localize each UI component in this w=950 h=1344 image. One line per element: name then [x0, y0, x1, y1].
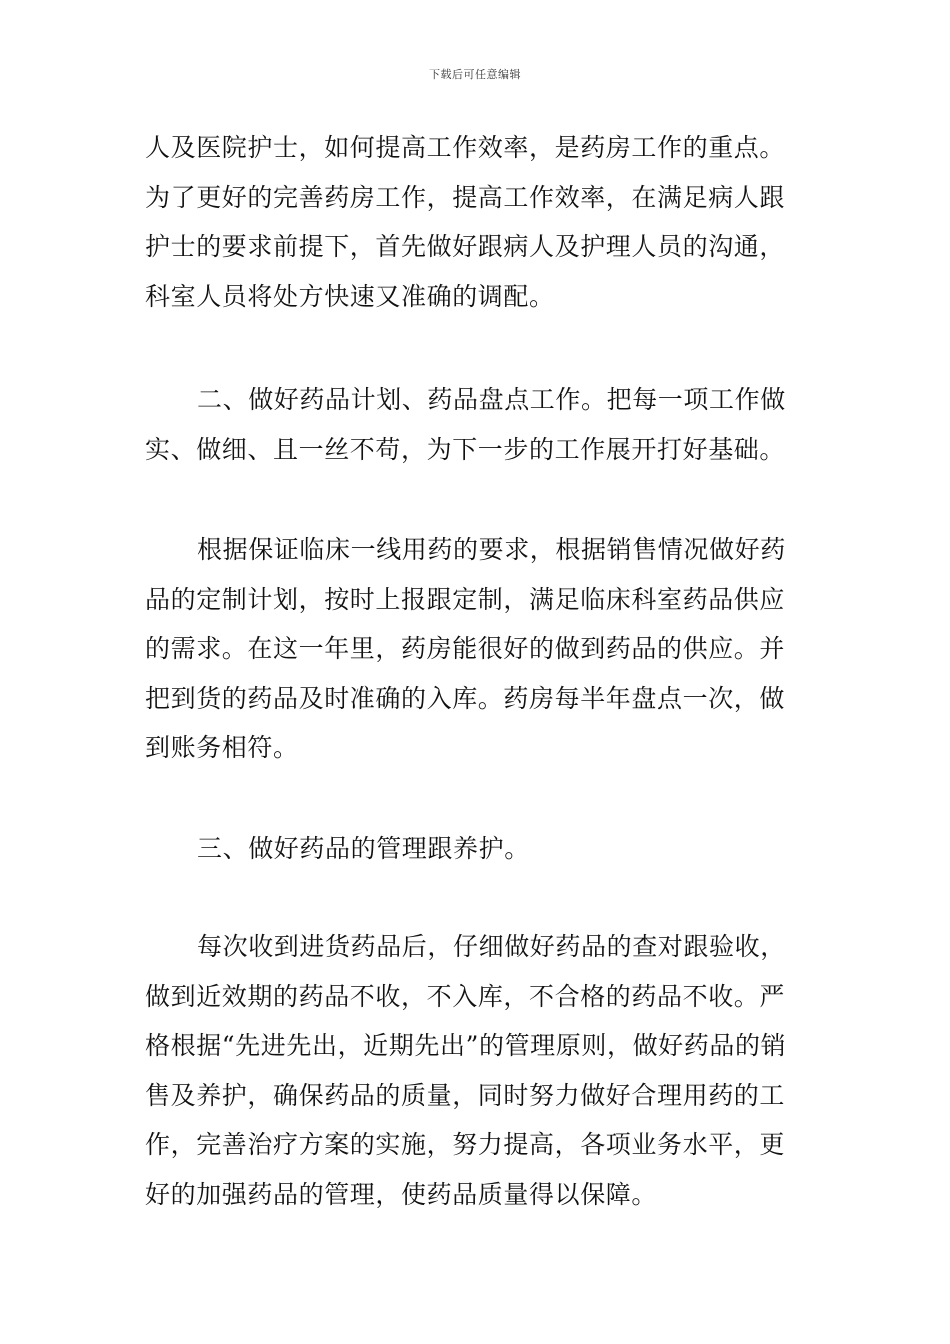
page-header: 下载后可任意编辑 — [429, 68, 521, 81]
section-3-heading: 三、做好药品的管理跟养护。 — [197, 834, 530, 863]
paragraph-continuation: 人及医院护士，如何提高工作效率，是药房工作的重点。为了更好的完善药房工作，提高工作效率，在满足病人跟护士的要求前提下，首先做好跟病人及护理人员的沟通，科室人员将处方快速又准确的调配。 — [145, 133, 786, 311]
section-2-heading: 二、做好药品计划、药品盘点工作。把每一项工作做实、做细、且一丝不苟，为下一步的工作展开打好基础。 — [145, 385, 786, 464]
section-3-body: 每次收到进货药品后，仔细做好药品的查对跟验收，做到近效期的药品不收，不入库，不合格的药品不收。严格根据“先进先出，近期先出”的管理原则，做好药品的销售及养护，确保药品的质量，同时努力做好合理用药的工作，完善治疗方案的实施，努力提高，各项业务水平，更好的加强药品的管理，使药品质量得以保障。 — [145, 932, 787, 1209]
section-2-body: 根据保证临床一线用药的要求，根据销售情况做好药品的定制计划，按时上报跟定制，满足临床科室药品供应的需求。在这一年里，药房能很好的做到药品的供应。并把到货的药品及时准确的入库。药房每半年盘点一次，做到账务相符。 — [145, 535, 786, 762]
